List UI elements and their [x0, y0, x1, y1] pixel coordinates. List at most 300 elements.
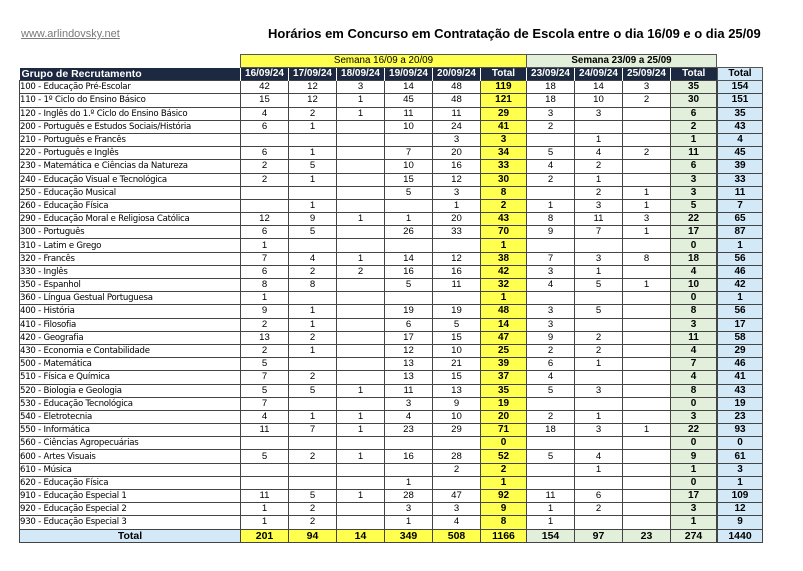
week2-total: 5: [671, 199, 717, 212]
group-name: 240 - Educação Visual e Tecnológica: [20, 173, 241, 186]
grand-total: 35: [718, 107, 763, 120]
grand-total: 61: [718, 450, 763, 463]
table-row: [20, 358, 763, 371]
day-count: [623, 371, 671, 384]
day-count: 2: [433, 463, 481, 476]
day-count: [623, 318, 671, 331]
day-count: 16: [385, 265, 433, 278]
grand-total: 4: [718, 133, 763, 146]
table-row: [20, 450, 763, 463]
day-count: 12: [385, 344, 433, 357]
grand-total: 19: [718, 397, 763, 410]
day-count: 5: [433, 318, 481, 331]
table-row: [20, 226, 763, 239]
day-count: [575, 292, 623, 305]
day-count: [289, 292, 337, 305]
column-header-day: 18/09/24: [337, 68, 385, 81]
group-name: 600 - Artes Visuais: [20, 450, 241, 463]
page-title: Horários em Concurso em Contratação de Escola entre o dia 16/09 e o dia 25/09: [268, 26, 761, 41]
day-count: [337, 397, 385, 410]
day-count: [575, 476, 623, 489]
day-count: [289, 239, 337, 252]
day-count: 1: [289, 199, 337, 212]
week2-total: 3: [671, 318, 717, 331]
day-count: 2: [623, 147, 671, 160]
day-count: [337, 160, 385, 173]
day-count: 12: [241, 213, 289, 226]
table-row: [20, 279, 763, 292]
day-count: 13: [385, 371, 433, 384]
day-count: 1: [337, 213, 385, 226]
week2-total: 30: [671, 94, 717, 107]
table-row: [20, 516, 763, 529]
group-name: 350 - Espanhol: [20, 279, 241, 292]
group-name: 250 - Educação Musical: [20, 186, 241, 199]
table-row: [20, 344, 763, 357]
grand-total: 1: [718, 476, 763, 489]
day-count: 5: [527, 147, 575, 160]
day-count: 9: [289, 213, 337, 226]
table-row: [20, 173, 763, 186]
day-count: 24: [433, 120, 481, 133]
group-name: 610 - Música: [20, 463, 241, 476]
grand-total: 9: [718, 516, 763, 529]
day-count: 7: [575, 226, 623, 239]
day-count: [527, 239, 575, 252]
week2-total: 11: [671, 147, 717, 160]
day-count: 12: [289, 81, 337, 94]
grand-total: 1: [718, 239, 763, 252]
day-count: 23: [385, 424, 433, 437]
grand-total: 7: [718, 199, 763, 212]
day-count: 4: [289, 252, 337, 265]
week1-total: 47: [481, 331, 527, 344]
group-name: 620 - Educação Física: [20, 476, 241, 489]
week2-total: 0: [671, 437, 717, 450]
day-count: 4: [241, 410, 289, 423]
week2-total: 1: [671, 516, 717, 529]
grand-total: 46: [718, 358, 763, 371]
day-count: [575, 239, 623, 252]
week1-total: 42: [481, 265, 527, 278]
day-count: 5: [241, 384, 289, 397]
week2-total: 4: [671, 344, 717, 357]
day-count: 3: [385, 503, 433, 516]
week2-total: 1: [671, 133, 717, 146]
week1-total: 38: [481, 252, 527, 265]
day-count: 1: [337, 384, 385, 397]
grand-total: 43: [718, 384, 763, 397]
day-count: 5: [527, 384, 575, 397]
day-count: 11: [241, 424, 289, 437]
group-name: 310 - Latim e Grego: [20, 239, 241, 252]
week1-total: 30: [481, 173, 527, 186]
day-count: 1: [337, 410, 385, 423]
table-row: [20, 265, 763, 278]
week2-total: 3: [671, 503, 717, 516]
day-count: [623, 107, 671, 120]
day-count: 1: [575, 173, 623, 186]
grand-total: 3: [718, 463, 763, 476]
grand-total: 41: [718, 371, 763, 384]
grand-total: 11: [718, 186, 763, 199]
site-link[interactable]: www.arlindovsky.net: [21, 28, 120, 40]
group-name: 300 - Português: [20, 226, 241, 239]
day-count: [337, 371, 385, 384]
day-count: 1: [289, 120, 337, 133]
day-count: 3: [433, 503, 481, 516]
grand-total: 58: [718, 331, 763, 344]
day-count: 2: [337, 265, 385, 278]
grand-total: 56: [718, 305, 763, 318]
table-row: [20, 463, 763, 476]
day-count: 15: [433, 371, 481, 384]
day-count: [337, 516, 385, 529]
day-count: [385, 133, 433, 146]
day-count: [337, 199, 385, 212]
group-name: 920 - Educação Especial 2: [20, 503, 241, 516]
week2-total: 17: [671, 490, 717, 503]
week1-total: 3: [481, 133, 527, 146]
day-count: 11: [241, 490, 289, 503]
day-count: 4: [527, 279, 575, 292]
column-header-day: 17/09/24: [289, 68, 337, 81]
group-name: 550 - Informática: [20, 424, 241, 437]
day-count: 3: [575, 252, 623, 265]
grand-total: 0: [718, 437, 763, 450]
column-header-day: 25/09/24: [623, 68, 671, 81]
band-spacer-right: [718, 55, 763, 68]
day-count: 8: [289, 279, 337, 292]
week2-total: 18: [671, 252, 717, 265]
day-count: 8: [241, 279, 289, 292]
week1-total: 19: [481, 397, 527, 410]
day-count: 4: [433, 516, 481, 529]
day-count: [337, 173, 385, 186]
day-count: [433, 239, 481, 252]
day-count: 13: [385, 358, 433, 371]
day-count: 6: [241, 147, 289, 160]
table-row: [20, 331, 763, 344]
day-count: 15: [241, 94, 289, 107]
week2-total: 1: [671, 463, 717, 476]
day-count: [575, 120, 623, 133]
day-count: 11: [385, 384, 433, 397]
table-row: [20, 252, 763, 265]
day-count: [623, 410, 671, 423]
day-count: 11: [575, 213, 623, 226]
week1-total: 33: [481, 160, 527, 173]
day-count: [289, 397, 337, 410]
day-count: [623, 503, 671, 516]
day-count: 11: [385, 107, 433, 120]
day-count: 5: [289, 160, 337, 173]
week1-total: 8: [481, 186, 527, 199]
day-count: 1: [337, 107, 385, 120]
day-count: [527, 437, 575, 450]
day-count: 19: [385, 305, 433, 318]
day-count: [623, 463, 671, 476]
day-count: 2: [241, 160, 289, 173]
day-count: 2: [289, 503, 337, 516]
table-row: [20, 424, 763, 437]
day-count: 2: [241, 344, 289, 357]
day-count: 5: [289, 490, 337, 503]
week2-grand-total: 274: [671, 529, 717, 542]
day-count: 18: [527, 424, 575, 437]
day-count: 48: [433, 94, 481, 107]
grand-total: 29: [718, 344, 763, 357]
group-name: 510 - Física e Química: [20, 371, 241, 384]
day-count: 2: [623, 94, 671, 107]
day-count: [289, 358, 337, 371]
day-count: 1: [289, 147, 337, 160]
day-count: [623, 265, 671, 278]
day-count: 10: [433, 410, 481, 423]
week1-total: 20: [481, 410, 527, 423]
totals-label: Total: [20, 529, 241, 542]
week1-total: 35: [481, 384, 527, 397]
day-count: [337, 147, 385, 160]
day-count: 5: [289, 384, 337, 397]
day-count: 9: [433, 397, 481, 410]
grand-total: 17: [718, 318, 763, 331]
day-count: 7: [241, 371, 289, 384]
table-row: [20, 410, 763, 423]
day-count: 1: [337, 424, 385, 437]
day-count: 2: [575, 344, 623, 357]
week1-total: 1: [481, 476, 527, 489]
grand-total: 93: [718, 424, 763, 437]
group-name: 330 - Inglês: [20, 265, 241, 278]
week2-total: 3: [671, 186, 717, 199]
table-row: [20, 213, 763, 226]
day-count: 2: [527, 344, 575, 357]
day-count: 21: [433, 358, 481, 371]
day-count: 13: [241, 331, 289, 344]
day-count: [289, 437, 337, 450]
group-name: 430 - Economia e Contabilidade: [20, 344, 241, 357]
day-total: 94: [289, 529, 337, 542]
day-count: 1: [433, 199, 481, 212]
day-count: 1: [623, 186, 671, 199]
day-count: [433, 437, 481, 450]
day-count: [433, 476, 481, 489]
day-count: [575, 397, 623, 410]
column-header-day: 23/09/24: [527, 68, 575, 81]
day-count: [623, 173, 671, 186]
day-count: 7: [289, 424, 337, 437]
day-count: 3: [575, 424, 623, 437]
day-count: 3: [527, 265, 575, 278]
day-count: [337, 437, 385, 450]
group-name: 420 - Geografia: [20, 331, 241, 344]
day-count: 16: [433, 265, 481, 278]
day-count: 5: [527, 450, 575, 463]
table-row: [20, 437, 763, 450]
table-row: [20, 490, 763, 503]
day-count: 5: [241, 358, 289, 371]
day-count: [623, 397, 671, 410]
day-count: [623, 331, 671, 344]
day-count: 11: [527, 490, 575, 503]
grand-total: 154: [718, 81, 763, 94]
group-name: 910 - Educação Especial 1: [20, 490, 241, 503]
day-count: 1: [289, 344, 337, 357]
week2-total: 0: [671, 292, 717, 305]
table-row: [20, 186, 763, 199]
grand-total: 39: [718, 160, 763, 173]
week1-total: 25: [481, 344, 527, 357]
table-row: [20, 133, 763, 146]
day-count: [241, 199, 289, 212]
day-count: [623, 239, 671, 252]
grand-total: 87: [718, 226, 763, 239]
day-count: [289, 463, 337, 476]
day-count: [575, 437, 623, 450]
week1-total: 8: [481, 516, 527, 529]
group-name: 200 - Português e Estudos Sociais/História: [20, 120, 241, 133]
day-count: 6: [241, 226, 289, 239]
day-count: [623, 160, 671, 173]
column-header-grand-total: Total: [718, 68, 763, 81]
day-count: 1: [575, 358, 623, 371]
week1-total: 9: [481, 503, 527, 516]
day-count: 1: [337, 450, 385, 463]
day-count: 16: [433, 160, 481, 173]
table-row: [20, 120, 763, 133]
week1-total: 71: [481, 424, 527, 437]
day-count: 1: [337, 252, 385, 265]
day-count: 2: [527, 120, 575, 133]
grand-total: 12: [718, 503, 763, 516]
group-name: 220 - Português e Inglês: [20, 147, 241, 160]
day-count: 18: [527, 81, 575, 94]
day-count: 15: [385, 173, 433, 186]
grand-total: 23: [718, 410, 763, 423]
day-count: [623, 476, 671, 489]
week-band-row: [20, 55, 763, 68]
day-count: 11: [433, 279, 481, 292]
column-header-week2-total: Total: [671, 68, 717, 81]
day-count: [385, 239, 433, 252]
day-count: [385, 199, 433, 212]
day-count: 2: [289, 450, 337, 463]
day-count: [241, 476, 289, 489]
day-count: 47: [433, 490, 481, 503]
day-count: [337, 305, 385, 318]
table-row: [20, 305, 763, 318]
day-count: [527, 186, 575, 199]
week2-total: 9: [671, 450, 717, 463]
day-count: 6: [241, 265, 289, 278]
day-count: [337, 186, 385, 199]
day-count: 2: [289, 516, 337, 529]
day-count: 4: [575, 450, 623, 463]
day-count: 1: [289, 318, 337, 331]
week2-total: 0: [671, 239, 717, 252]
day-count: 6: [385, 318, 433, 331]
table-row: [20, 199, 763, 212]
day-count: [623, 437, 671, 450]
day-count: 1: [241, 239, 289, 252]
day-count: 6: [575, 490, 623, 503]
day-count: 16: [385, 450, 433, 463]
group-name: 320 - Francês: [20, 252, 241, 265]
overall-total: 1440: [718, 529, 763, 542]
day-count: 7: [241, 252, 289, 265]
day-count: [623, 344, 671, 357]
week2-total: 0: [671, 476, 717, 489]
table-row: [20, 147, 763, 160]
day-total: 201: [241, 529, 289, 542]
grand-total: 1: [718, 292, 763, 305]
group-name: 120 - Inglês do 1.º Ciclo do Ensino Básico: [20, 107, 241, 120]
week1-band: Semana 16/09 a 20/09: [241, 55, 527, 68]
day-count: 19: [433, 305, 481, 318]
day-count: 1: [241, 503, 289, 516]
day-count: [241, 133, 289, 146]
day-count: [385, 437, 433, 450]
day-count: [623, 292, 671, 305]
day-count: 10: [575, 94, 623, 107]
day-count: 2: [289, 265, 337, 278]
week1-total: 29: [481, 107, 527, 120]
week2-total: 6: [671, 107, 717, 120]
week2-total: 7: [671, 358, 717, 371]
grand-total: 33: [718, 173, 763, 186]
day-count: 8: [527, 213, 575, 226]
week2-total: 4: [671, 265, 717, 278]
day-count: 1: [623, 279, 671, 292]
day-count: 5: [575, 279, 623, 292]
grand-total: 45: [718, 147, 763, 160]
day-count: 4: [575, 147, 623, 160]
grand-total: 151: [718, 94, 763, 107]
week1-total: 52: [481, 450, 527, 463]
day-count: 2: [575, 331, 623, 344]
day-count: 9: [241, 305, 289, 318]
day-count: 15: [433, 331, 481, 344]
table-row: [20, 239, 763, 252]
day-total: 23: [623, 529, 671, 542]
week2-total: 10: [671, 279, 717, 292]
day-count: 2: [575, 186, 623, 199]
group-name: 530 - Educação Tecnológica: [20, 397, 241, 410]
day-count: 20: [433, 213, 481, 226]
day-count: 11: [433, 107, 481, 120]
group-name: 520 - Biologia e Geologia: [20, 384, 241, 397]
day-count: [337, 292, 385, 305]
table-row: [20, 81, 763, 94]
day-count: 1: [289, 173, 337, 186]
table-row: [20, 107, 763, 120]
day-count: 1: [385, 476, 433, 489]
week2-total: 11: [671, 331, 717, 344]
day-count: 1: [337, 490, 385, 503]
day-count: 7: [385, 147, 433, 160]
day-count: 3: [623, 81, 671, 94]
week2-total: 6: [671, 160, 717, 173]
group-name: 930 - Educação Especial 3: [20, 516, 241, 529]
day-count: 3: [337, 81, 385, 94]
day-count: 7: [241, 397, 289, 410]
day-count: [337, 239, 385, 252]
day-count: [241, 186, 289, 199]
week1-total: 121: [481, 94, 527, 107]
day-count: [337, 120, 385, 133]
day-count: 6: [527, 358, 575, 371]
